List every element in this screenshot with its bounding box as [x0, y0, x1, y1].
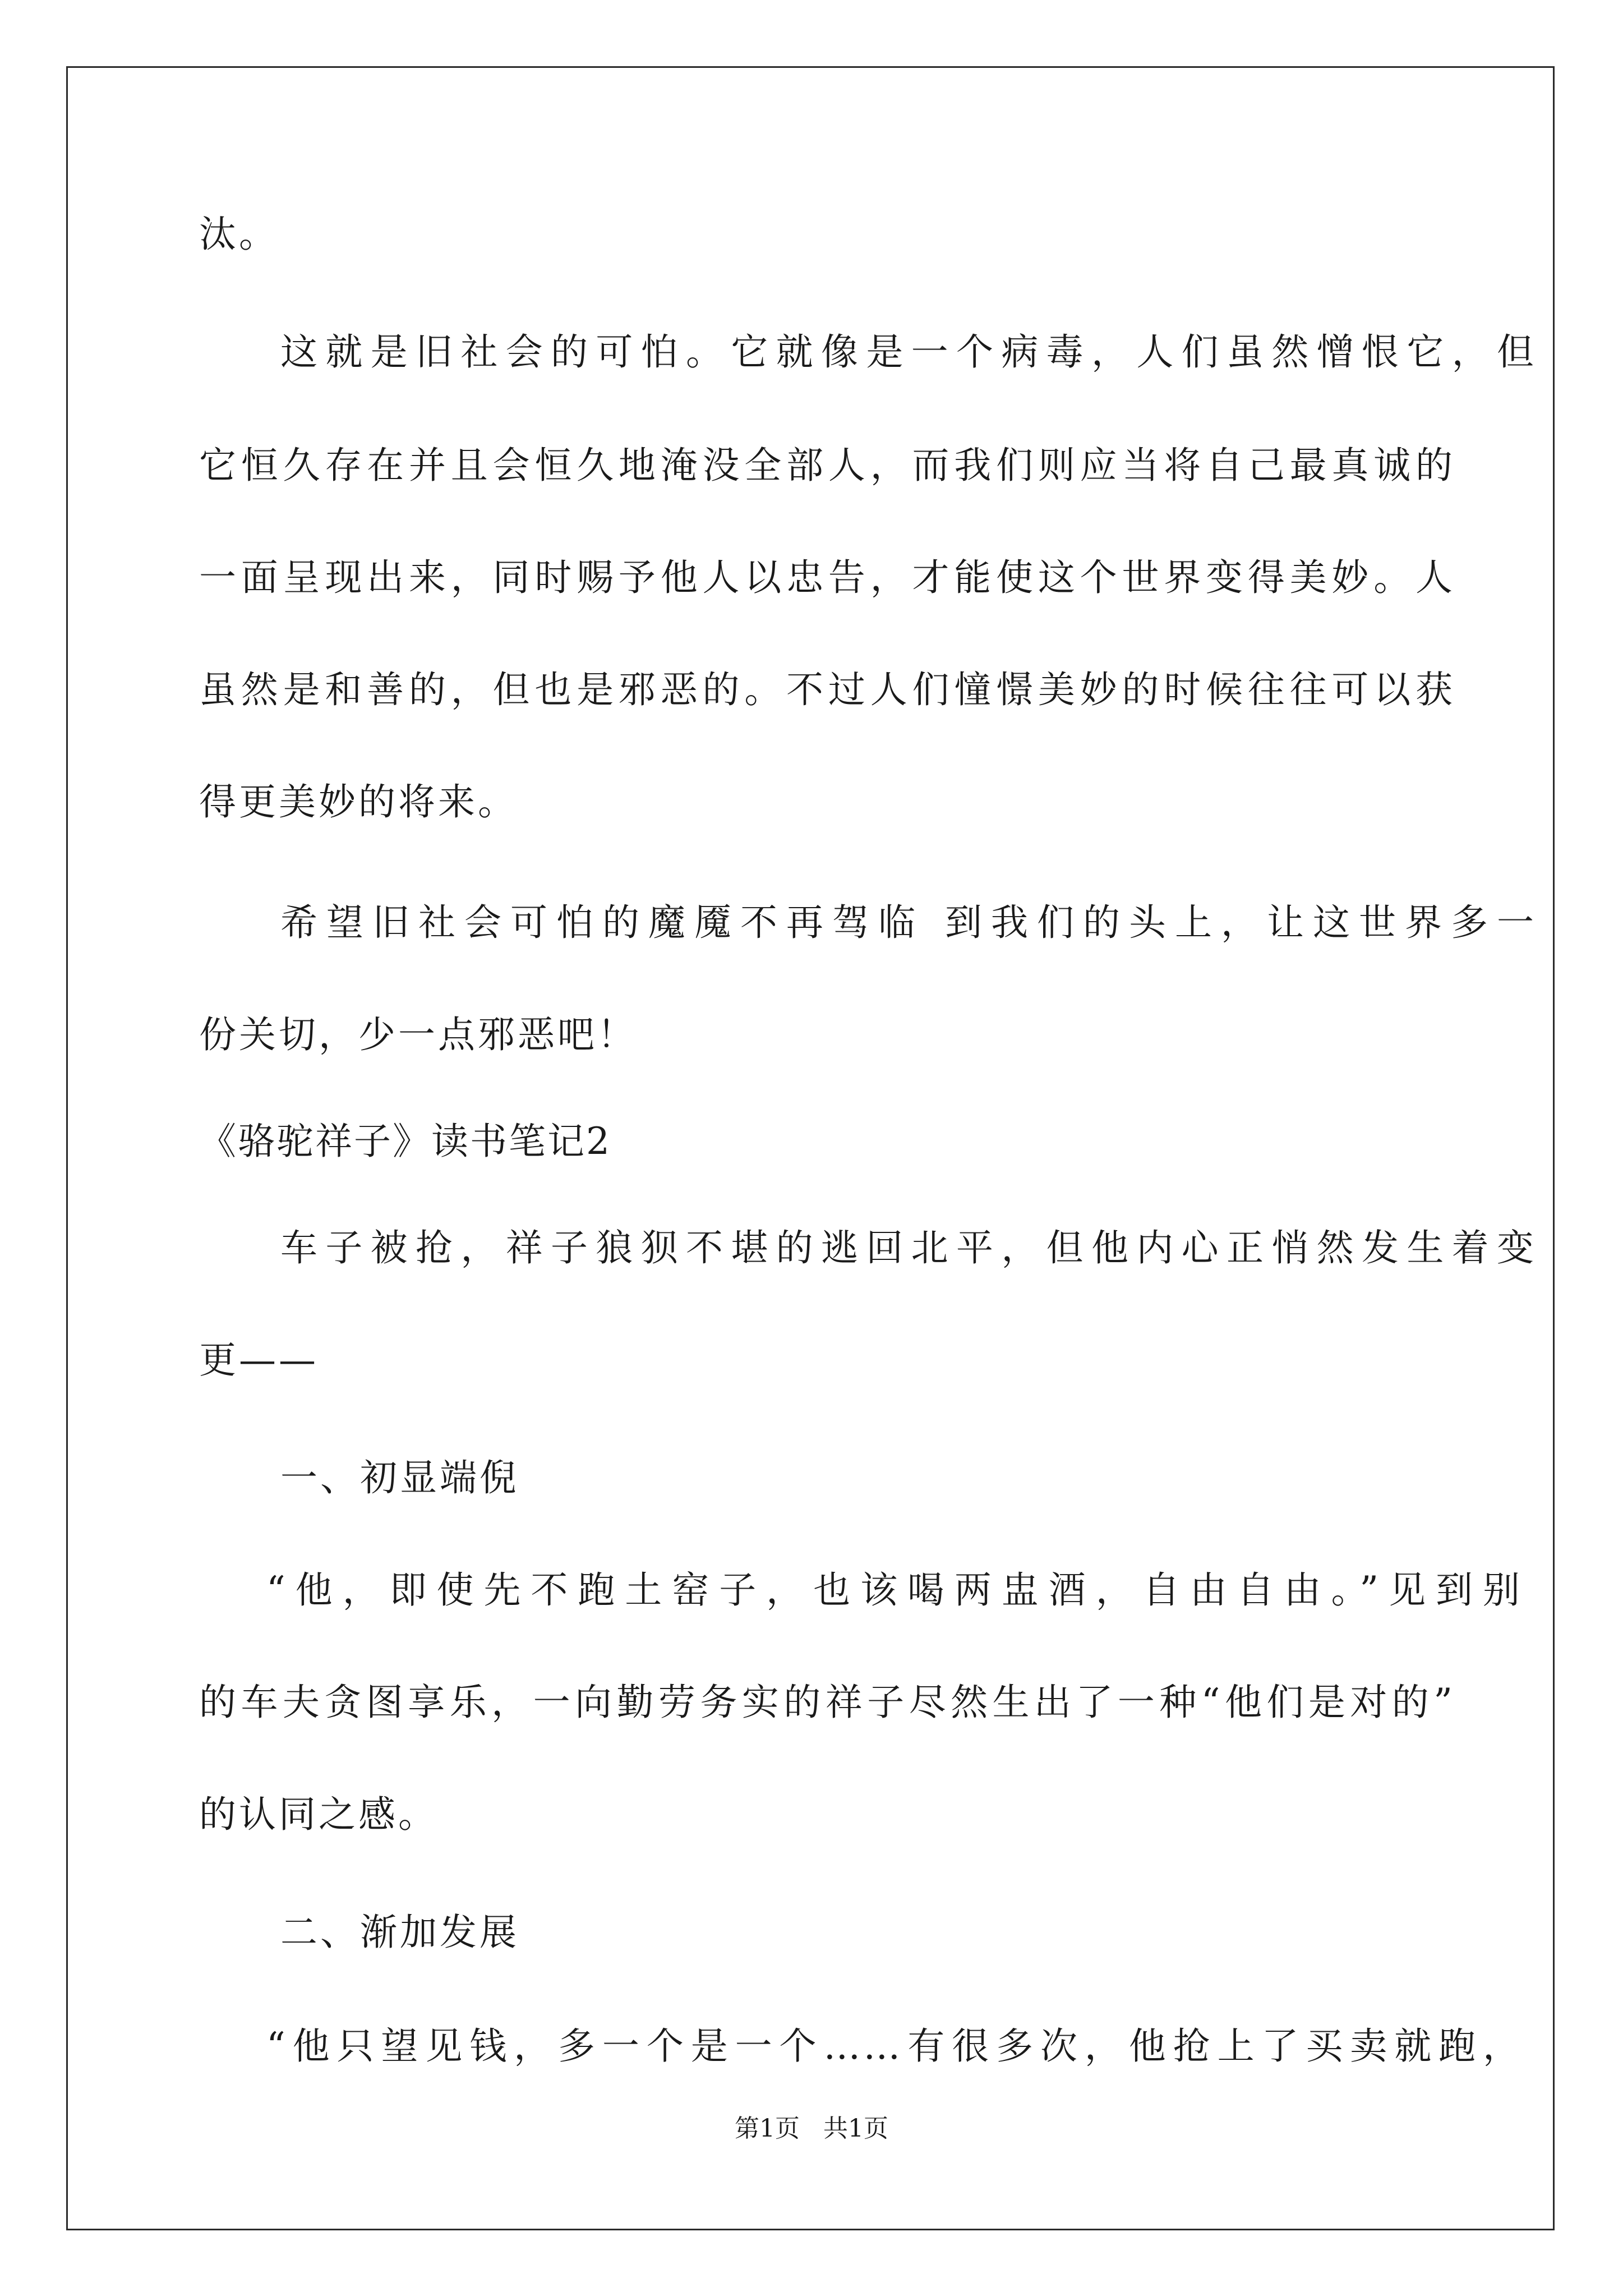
text-line: 的车夫贪图享乐，一向勤劳务实的祥子尽然生出了一种“他们是对的” — [199, 1681, 1455, 1724]
paragraph-line: “他只望见钱，多一个是一个……有很多次，他抢上了买卖就跑， — [266, 2024, 1523, 2068]
paragraph-line: 这就是旧社会的可怕。它就像是一个病毒，人们虽然憎恨它，但 — [280, 330, 1537, 374]
subsection-title: 一、初显端倪 — [280, 1456, 519, 1499]
paragraph-line: 车子被抢，祥子狼狈不堪的逃回北平，但他内心正悄然发生着变 — [280, 1226, 1537, 1269]
paragraph-line: 希望旧社会可怕的魔魇不再驾临 到我们的头上，让这世界多一 — [280, 901, 1537, 944]
paragraph-line: “他，即使先不跑土窑子，也该喝两盅酒，自由自由。”见到别 — [266, 1568, 1523, 1612]
text-line: 得更美妙的将来。 — [199, 780, 518, 823]
subsection-title: 二、渐加发展 — [280, 1911, 519, 1954]
page-footer: 第1页 共1页 — [735, 2114, 888, 2143]
text-line: 它恒久存在并且会恒久地淹没全部人，而我们则应当将自己最真诚的 — [199, 444, 1455, 487]
text-line: 更—— — [199, 1338, 319, 1382]
text-line: 份关切，少一点邪恶吧！ — [199, 1013, 637, 1056]
text-line: 虽然是和善的，但也是邪恶的。不过人们憧憬美妙的时候往往可以获 — [199, 668, 1455, 711]
text-line: 的认同之感。 — [199, 1793, 438, 1836]
section-title: 《骆驼祥子》读书笔记2 — [199, 1120, 611, 1163]
text-line: 汰。 — [199, 213, 279, 256]
text-line: 一面呈现出来，同时赐予他人以忠告，才能使这个世界变得美妙。人 — [199, 556, 1455, 599]
